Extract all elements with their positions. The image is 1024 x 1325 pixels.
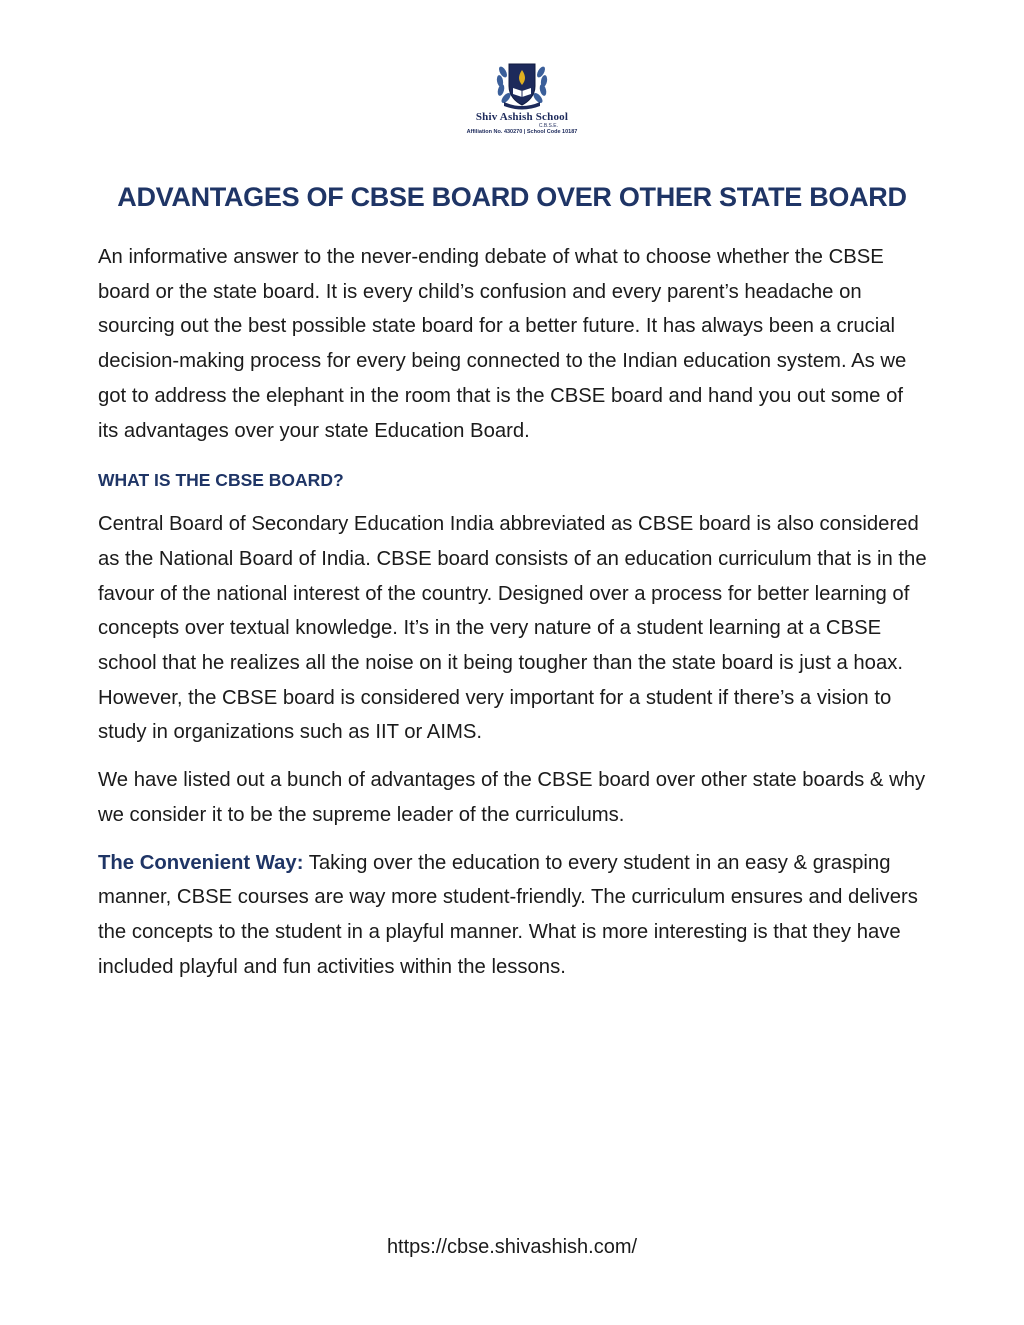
list-intro-paragraph: We have listed out a bunch of advantages of the CBSE board over other state boards & why we consider it to be the supreme leader of the curriculums.: [98, 769, 926, 826]
footer-url[interactable]: https://cbse.shivashish.com/: [386, 1236, 638, 1258]
school-logo: [462, 58, 582, 136]
advantage-label: The Convenient Way:: [98, 851, 304, 874]
advantage-paragraph: [98, 846, 928, 985]
logo-affiliation: Affiliation No. 430270 | School Code 10187: [466, 129, 578, 135]
logo-board: C.B.S.E.: [538, 123, 558, 129]
section-heading: WHAT IS THE CBSE BOARD?: [98, 470, 344, 491]
section-paragraph: Central Board of Secondary Education India abbreviated as CBSE board is also considered as the National Board of India. CBSE board consists of an education curriculum that is in the favour of the national interest of the country. Designed over a process for better learning of concepts over textual knowledge. It’s in the very nature of a student learning at a CBSE school that he realizes all the noise on it being tougher than the state board is just a hoax. However, the CBSE board is considered very important for a student if there’s a vision to study in organizations such as IIT or AIMS.: [98, 513, 927, 744]
intro-paragraph: An informative answer to the never-ending debate of what to choose whether the CBSE board or the state board. It is every child’s confusion and every parent’s headache on sourcing out the best possible state board for a better future. It has always been a crucial decision-making process for every being connected to the Indian education system. As we got to address the elephant in the room that is the CBSE board and hand you out some of its advantages over your state Education Board.: [98, 246, 907, 442]
document-body: [98, 240, 928, 997]
school-crest-icon: [492, 58, 552, 110]
logo-school-name: Shiv Ashish School: [475, 111, 569, 123]
advantage-text: Taking over the education to every student in an easy & grasping manner, CBSE courses are way more student-friendly. The curriculum ensures and delivers the concepts to the student in a playful manner. What is more interesting is that they have included playful and fun activities within the lessons.: [98, 851, 918, 978]
page-title: ADVANTAGES OF CBSE BOARD OVER OTHER STATE BOARD: [117, 182, 907, 212]
